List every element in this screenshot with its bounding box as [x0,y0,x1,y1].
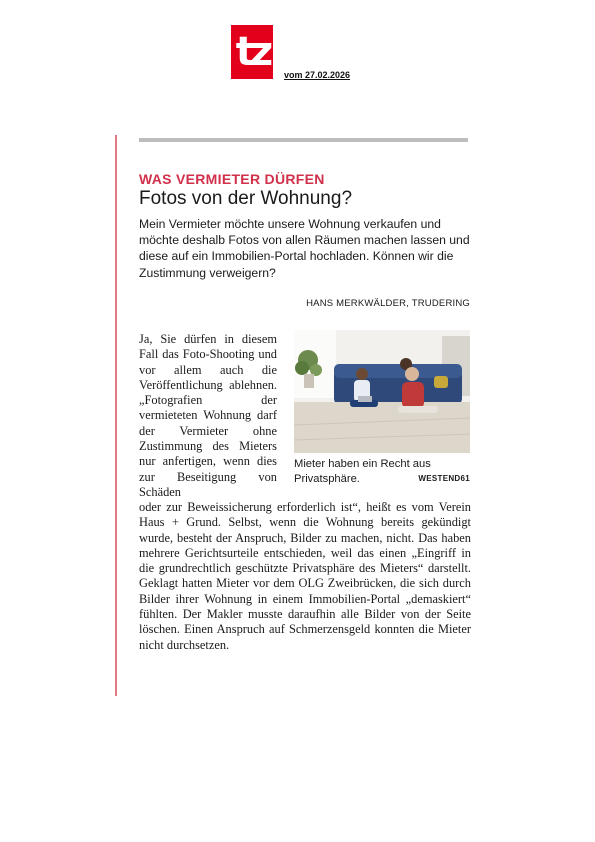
photo-illustration [294,330,470,453]
publication-date: vom 27.02.2026 [284,70,351,80]
top-divider [139,138,468,142]
photo-caption: Mieter haben ein Recht aus Privatsphäre. [294,458,431,485]
photo-caption-block [294,457,470,486]
article-headline: Fotos von der Wohnung? [139,188,353,209]
article-photo [294,330,470,453]
tz-logo: tz [231,25,273,79]
question-author: HANS MERKWÄLDER, TRUDERING [306,298,470,309]
left-margin-rule [115,135,117,696]
answer-text-continued: oder zur Beweissicherung erforderlich ist“, heißt es vom Verein Haus + Grund. Selbst, wenn die Wohnung bereits gekündigt wurde, besteht der Anspruch, Bilder zu machen, nicht. Das haben mehrere Gerichtsurteile entschieden, weil das einen „Eingriff in die grundrechtlich geschützte Privatsphäre des Mieters“ darstellt. Geklagt hatten Mieter vor dem OLG Zweibrücken, die sich durch Bilder ihrer Wohnung in einem Immobilien-Portal „demaskiert“ fühlten. Der Makler musste daraufhin alle Bilder von der Seite löschen. Einen Anspruch auf Schmerzensgeld konnten die Mieter nicht durchsetzen. [139,500,471,652]
article-kicker: WAS VERMIETER DÜRFEN [139,171,325,187]
answer-text-column: Ja, Sie dürfen in diesem Fall das Foto-Shooting und vor allem auch die Veröffentlichung ablehnen. „Fotografien der vermieteten Wohnung darf der Vermieter ohne Zustimmung des Mieters nur anfertigen, wenn dies zur Beseitigung von Schäden [139,332,277,499]
reader-question: Mein Vermieter möchte unsere Wohnung verkaufen und möchte deshalb Fotos von allen Räumen machen lassen und diese auf ein Immobilien-Portal hochladen. Können wir die Zustimmung verweigern? [139,217,470,280]
photo-credit: WESTEND61 [418,473,470,483]
